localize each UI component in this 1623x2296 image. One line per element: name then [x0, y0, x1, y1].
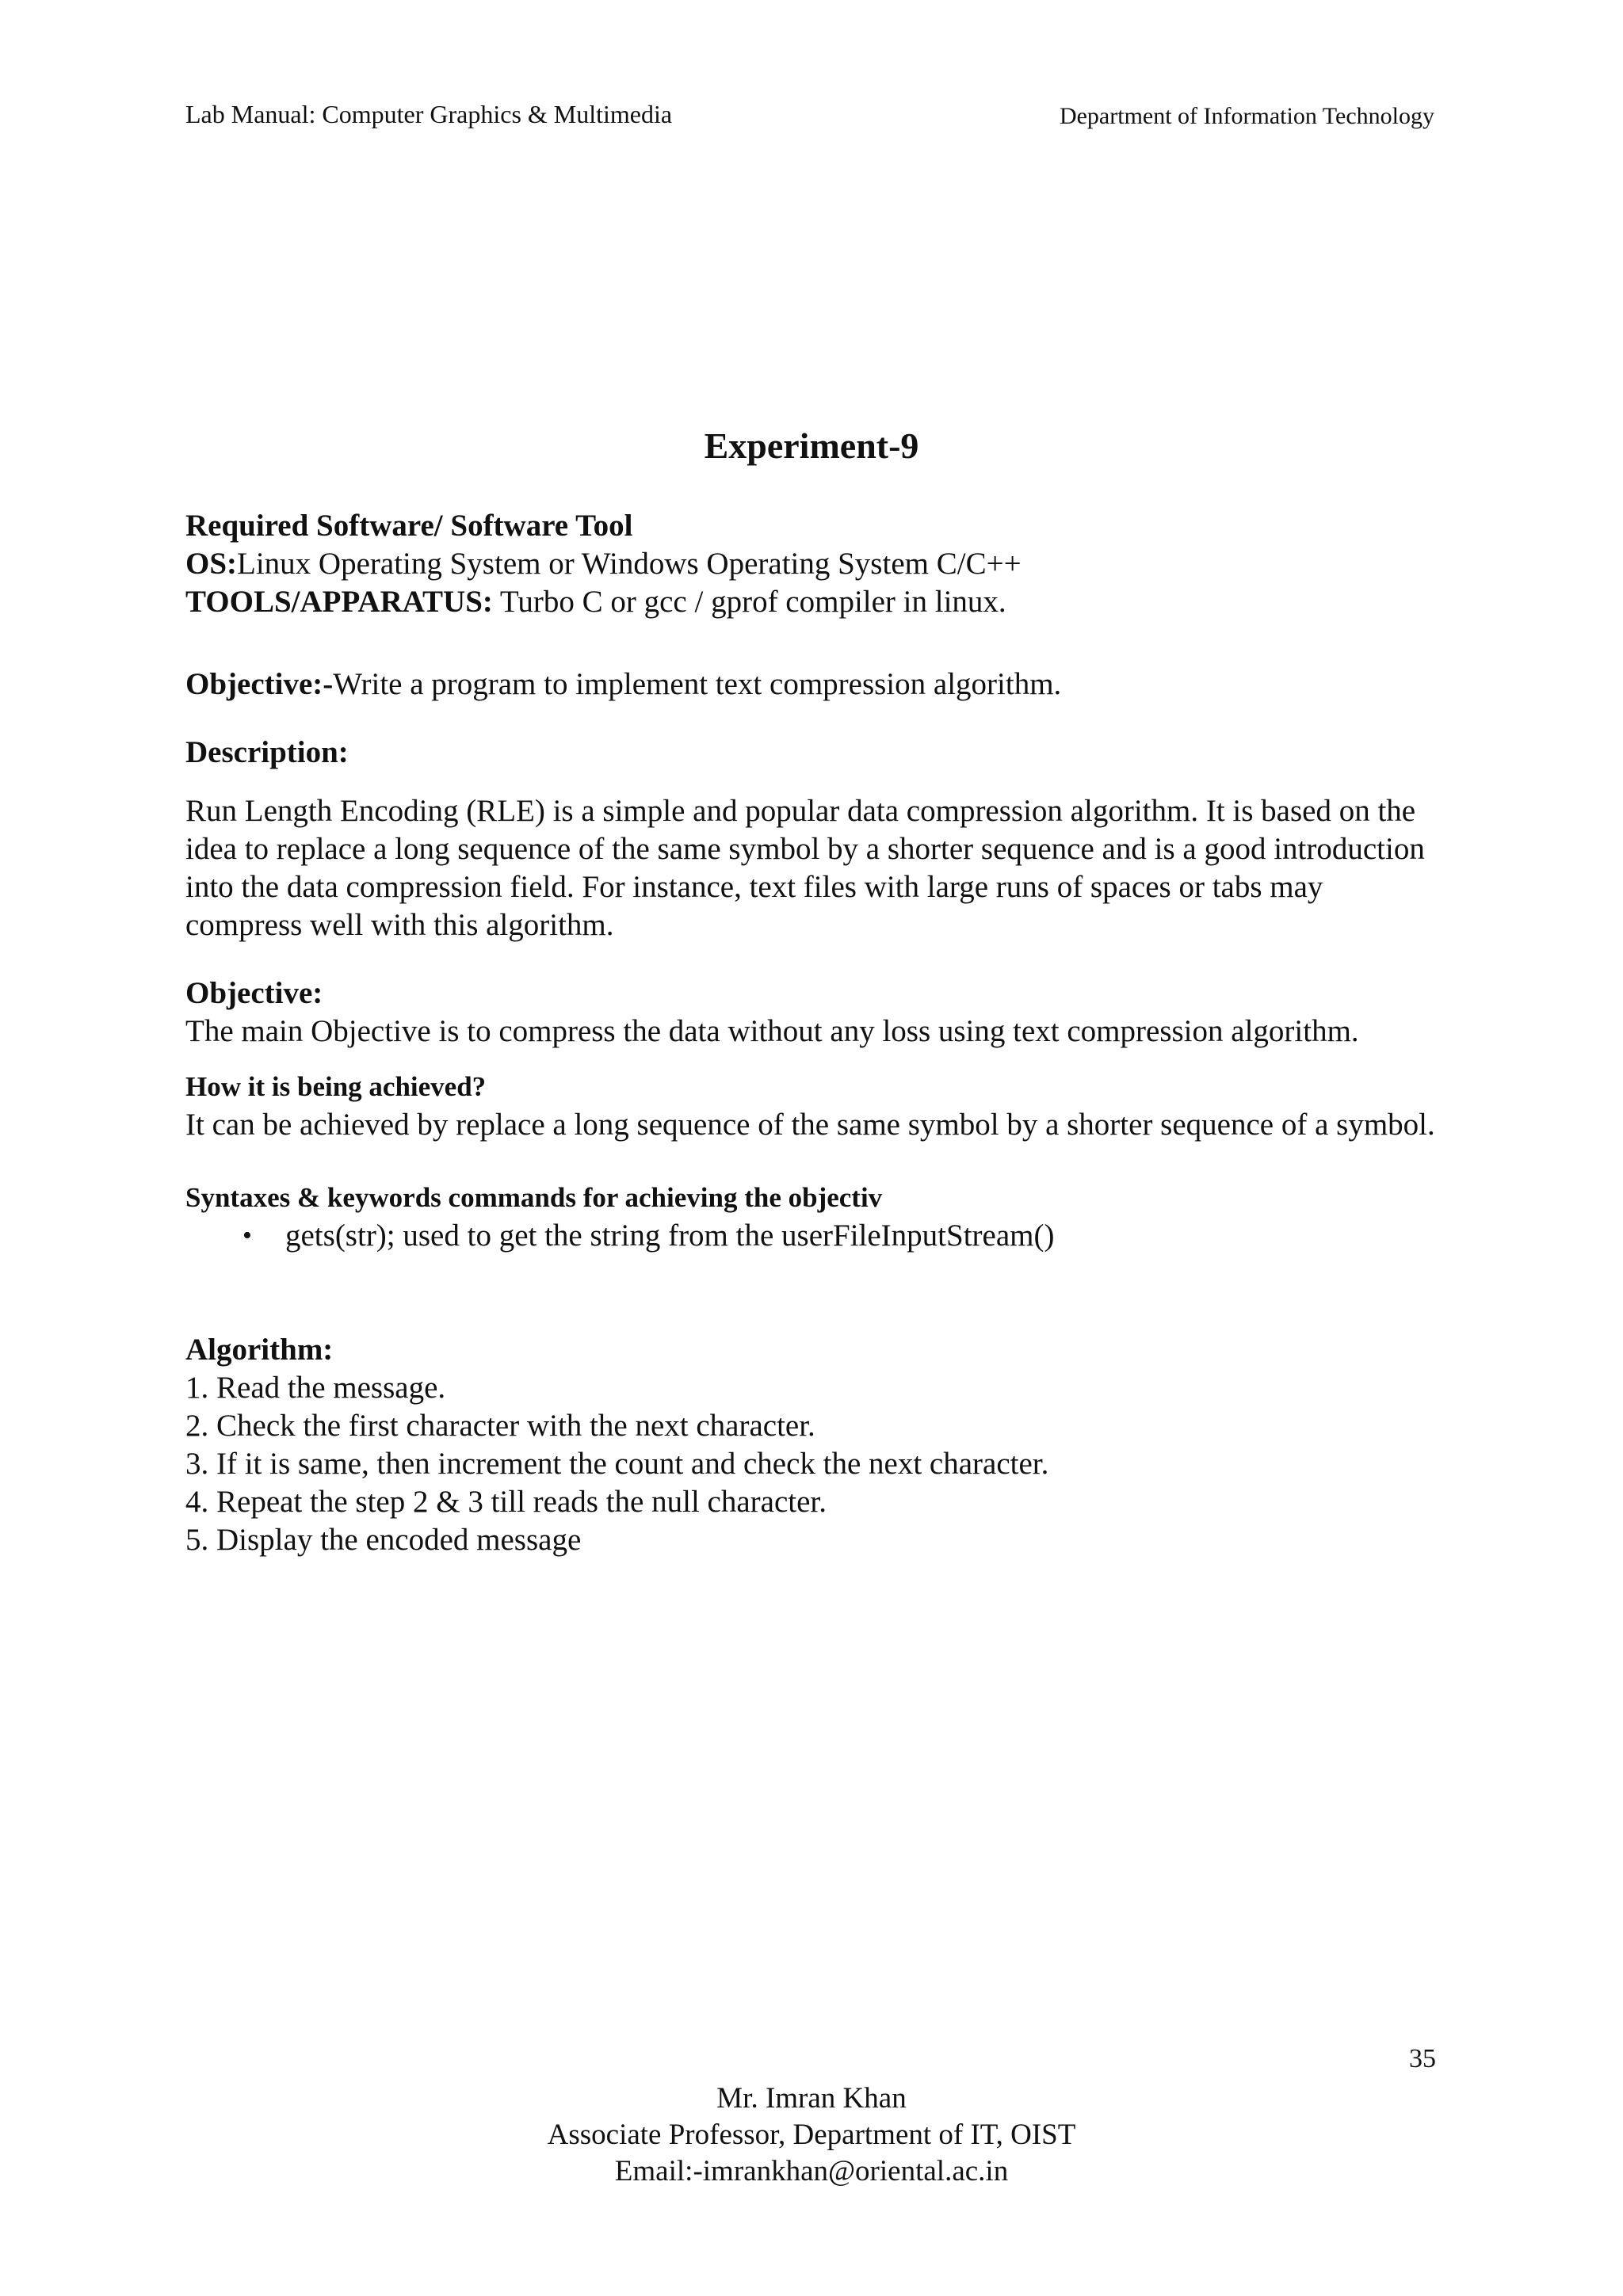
page-title: Experiment-9 [704, 425, 919, 466]
description-heading: Description: [185, 735, 349, 769]
objective-line-value: Write a program to implement text compression algorithm. [333, 667, 1062, 701]
bullet-icon: • [242, 1221, 252, 1250]
header-right-text: Department of Information Technology [1059, 103, 1434, 129]
how-text: It can be achieved by replace a long sequence of the same symbol by a shorter sequence of a symbol. [185, 1108, 1435, 1142]
tools-value: Turbo C or gcc / gprof compiler in linux. [492, 585, 1006, 619]
list-item: 2. Check the first character with the next character. [185, 1409, 815, 1443]
header-left-text: Lab Manual: Computer Graphics & Multimedia [185, 100, 673, 128]
page-number: 35 [1409, 2044, 1436, 2073]
syntaxes-heading: Syntaxes & keywords commands for achieving the objectiv [185, 1182, 883, 1213]
list-item: 5. Display the encoded message [185, 1523, 582, 1557]
os-value: Linux Operating System or Windows Operating System C/C++ [237, 547, 1022, 581]
list-item: 1. Read the message. [185, 1371, 446, 1405]
algorithm-heading: Algorithm: [185, 1333, 334, 1367]
list-item [185, 1217, 1453, 1255]
objective-text: The main Objective is to compress the data without any loss using text compression algorithm. [185, 1014, 1359, 1048]
objective-line [185, 666, 1453, 704]
list-item: 3. If it is same, then increment the count and check the next character. [185, 1447, 1049, 1481]
how-heading: How it is being achieved? [185, 1071, 487, 1102]
footer-email: Email:-imrankhan@oriental.ac.in [614, 2155, 1009, 2187]
os-line [185, 545, 1453, 583]
main-content [185, 507, 1453, 1559]
syntaxes-list [185, 1217, 1453, 1255]
list-item: 4. Repeat the step 2 & 3 till reads the null character. [185, 1485, 827, 1519]
required-software-heading: Required Software/ Software Tool [185, 509, 633, 543]
syntaxes-item-text: gets(str); used to get the string from the userFileInputStream() [285, 1219, 1055, 1253]
algorithm-steps [185, 1369, 1453, 1559]
footer [0, 2081, 1623, 2190]
os-label: OS: [185, 547, 238, 581]
objective-heading: Objective: [185, 976, 323, 1010]
objective-line-label: Objective:- [185, 667, 334, 701]
tools-line [185, 583, 1453, 621]
required-software-section [185, 507, 1453, 621]
tools-label: TOOLS/APPARATUS: [185, 585, 493, 619]
footer-name: Mr. Imran Khan [716, 2082, 907, 2115]
description-text: Run Length Encoding (RLE) is a simple and popular data compression algorithm. It is based on the idea to replace a long sequence of the same symbol by a shorter sequence and is a good introduction into the data compression field. For instance, text files with large runs of spaces or tabs may compress well with this algorithm. [185, 794, 1425, 942]
footer-position: Associate Professor, Department of IT, OIST [547, 2119, 1076, 2151]
